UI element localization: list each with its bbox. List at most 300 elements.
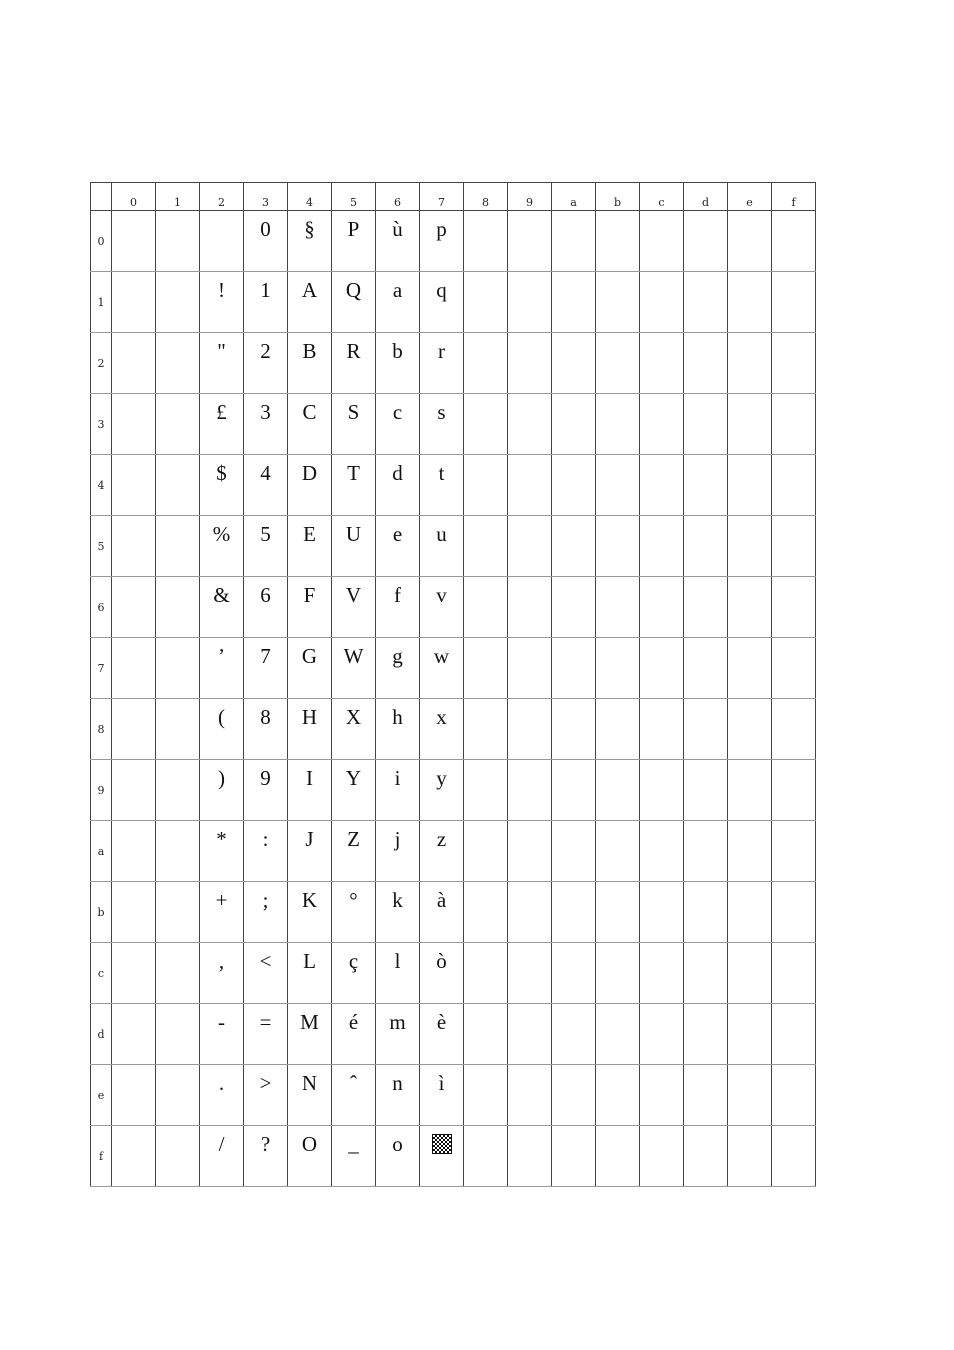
char-cell-1e (156, 1065, 200, 1126)
char-cell-d0 (684, 211, 728, 272)
char-cell-e8 (728, 699, 772, 760)
char-cell-93 (508, 394, 552, 455)
row-header-7: 7 (91, 638, 112, 699)
char-cell-30: 0 (244, 211, 288, 272)
char-cell-14 (156, 455, 200, 516)
char-cell-b9 (596, 760, 640, 821)
char-cell-96 (508, 577, 552, 638)
char-cell-6c: l (376, 943, 420, 1004)
char-cell-e2 (728, 333, 772, 394)
char-cell-cb (640, 882, 684, 943)
char-cell-d2 (684, 333, 728, 394)
char-cell-bc (596, 943, 640, 1004)
char-cell-55: U (332, 516, 376, 577)
char-cell-a1 (552, 272, 596, 333)
char-cell-1d (156, 1004, 200, 1065)
char-cell-45: E (288, 516, 332, 577)
table-row-e (91, 1065, 816, 1126)
char-cell-d8 (684, 699, 728, 760)
char-cell-0d (112, 1004, 156, 1065)
char-cell-35: 5 (244, 516, 288, 577)
char-cell-d3 (684, 394, 728, 455)
char-cell-d7 (684, 638, 728, 699)
char-cell-16 (156, 577, 200, 638)
char-cell-0e (112, 1065, 156, 1126)
char-cell-b6 (596, 577, 640, 638)
char-cell-a3 (552, 394, 596, 455)
char-cell-6f: o (376, 1126, 420, 1187)
char-cell-3d: = (244, 1004, 288, 1065)
char-cell-12 (156, 333, 200, 394)
char-cell-9f (508, 1126, 552, 1187)
char-cell-1c (156, 943, 200, 1004)
char-cell-82 (464, 333, 508, 394)
char-cell-f2 (772, 333, 816, 394)
table-row-1 (91, 272, 816, 333)
char-cell-6d: m (376, 1004, 420, 1065)
char-cell-bf (596, 1126, 640, 1187)
column-header-3: 3 (244, 183, 288, 211)
char-cell-52: R (332, 333, 376, 394)
char-cell-92 (508, 333, 552, 394)
row-header-5: 5 (91, 516, 112, 577)
char-cell-b5 (596, 516, 640, 577)
char-cell-85 (464, 516, 508, 577)
char-cell-11 (156, 272, 200, 333)
char-cell-d5 (684, 516, 728, 577)
char-cell-09 (112, 760, 156, 821)
char-cell-95 (508, 516, 552, 577)
char-cell-49: I (288, 760, 332, 821)
column-header-a: a (552, 183, 596, 211)
row-header-3: 3 (91, 394, 112, 455)
column-header-b: b (596, 183, 640, 211)
char-cell-1b (156, 882, 200, 943)
row-header-f: f (91, 1126, 112, 1187)
char-cell-2f: / (200, 1126, 244, 1187)
char-cell-4b: K (288, 882, 332, 943)
column-header-2: 2 (200, 183, 244, 211)
char-cell-6a: j (376, 821, 420, 882)
char-cell-ea (728, 821, 772, 882)
char-cell-fa (772, 821, 816, 882)
char-cell-f9 (772, 760, 816, 821)
table-row-2 (91, 333, 816, 394)
char-cell-b4 (596, 455, 640, 516)
char-cell-6b: k (376, 882, 420, 943)
char-cell-94 (508, 455, 552, 516)
char-cell-71: q (420, 272, 464, 333)
char-cell-1a (156, 821, 200, 882)
char-cell-aa (552, 821, 596, 882)
table-row-7 (91, 638, 816, 699)
char-cell-c8 (640, 699, 684, 760)
char-cell-ef (728, 1126, 772, 1187)
char-cell-31: 1 (244, 272, 288, 333)
char-cell-f6 (772, 577, 816, 638)
char-cell-27: ’ (200, 638, 244, 699)
char-cell-99 (508, 760, 552, 821)
row-header-c: c (91, 943, 112, 1004)
column-header-4: 4 (288, 183, 332, 211)
char-cell-15 (156, 516, 200, 577)
char-cell-d6 (684, 577, 728, 638)
char-cell-fb (772, 882, 816, 943)
char-cell-a2 (552, 333, 596, 394)
char-cell-68: h (376, 699, 420, 760)
char-cell-67: g (376, 638, 420, 699)
char-cell-c0 (640, 211, 684, 272)
char-cell-0c (112, 943, 156, 1004)
char-cell-3a: : (244, 821, 288, 882)
char-cell-ba (596, 821, 640, 882)
char-cell-98 (508, 699, 552, 760)
char-cell-e3 (728, 394, 772, 455)
column-header-7: 7 (420, 183, 464, 211)
char-cell-e6 (728, 577, 772, 638)
char-cell-59: Y (332, 760, 376, 821)
char-cell-c6 (640, 577, 684, 638)
char-cell-24: $ (200, 455, 244, 516)
char-cell-7a: z (420, 821, 464, 882)
char-cell-b3 (596, 394, 640, 455)
char-cell-41: A (288, 272, 332, 333)
char-cell-18 (156, 699, 200, 760)
column-header-0: 0 (112, 183, 156, 211)
char-cell-40: § (288, 211, 332, 272)
char-cell-17 (156, 638, 200, 699)
char-cell-cc (640, 943, 684, 1004)
char-cell-4c: L (288, 943, 332, 1004)
char-cell-f4 (772, 455, 816, 516)
char-cell-2e: . (200, 1065, 244, 1126)
character-grid (91, 211, 816, 1187)
char-cell-5f: _ (332, 1126, 376, 1187)
char-cell-3f: ? (244, 1126, 288, 1187)
row-header-1: 1 (91, 272, 112, 333)
row-header-0: 0 (91, 211, 112, 272)
char-cell-97 (508, 638, 552, 699)
column-header-8: 8 (464, 183, 508, 211)
char-cell-46: F (288, 577, 332, 638)
char-cell-4a: J (288, 821, 332, 882)
char-cell-05 (112, 516, 156, 577)
char-cell-66: f (376, 577, 420, 638)
char-cell-44: D (288, 455, 332, 516)
char-cell-de (684, 1065, 728, 1126)
char-cell-8a (464, 821, 508, 882)
char-cell-cf (640, 1126, 684, 1187)
char-cell-9a (508, 821, 552, 882)
char-cell-af (552, 1126, 596, 1187)
char-cell-0a (112, 821, 156, 882)
char-cell-c3 (640, 394, 684, 455)
row-header-8: 8 (91, 699, 112, 760)
row-header-9: 9 (91, 760, 112, 821)
char-cell-c9 (640, 760, 684, 821)
char-cell-b7 (596, 638, 640, 699)
char-cell-8e (464, 1065, 508, 1126)
column-header-5: 5 (332, 183, 376, 211)
char-cell-ec (728, 943, 772, 1004)
char-cell-a6 (552, 577, 596, 638)
char-cell-04 (112, 455, 156, 516)
char-cell-60: ù (376, 211, 420, 272)
char-cell-a9 (552, 760, 596, 821)
char-cell-e9 (728, 760, 772, 821)
char-cell-56: V (332, 577, 376, 638)
char-cell-57: W (332, 638, 376, 699)
char-cell-02 (112, 333, 156, 394)
table-row-9 (91, 760, 816, 821)
char-cell-f0 (772, 211, 816, 272)
char-cell-7f (420, 1126, 464, 1187)
char-cell-b8 (596, 699, 640, 760)
char-cell-76: v (420, 577, 464, 638)
char-cell-8c (464, 943, 508, 1004)
char-cell-ca (640, 821, 684, 882)
column-header-6: 6 (376, 183, 420, 211)
char-cell-f7 (772, 638, 816, 699)
row-header-a: a (91, 821, 112, 882)
char-cell-2a: * (200, 821, 244, 882)
char-cell-23: £ (200, 394, 244, 455)
char-cell-c1 (640, 272, 684, 333)
char-cell-89 (464, 760, 508, 821)
char-cell-33: 3 (244, 394, 288, 455)
char-cell-c5 (640, 516, 684, 577)
row-header-4: 4 (91, 455, 112, 516)
table-row-a (91, 821, 816, 882)
char-cell-ee (728, 1065, 772, 1126)
char-cell-a4 (552, 455, 596, 516)
char-cell-2b: + (200, 882, 244, 943)
char-cell-07 (112, 638, 156, 699)
char-cell-a8 (552, 699, 596, 760)
char-cell-5e: ˆ (332, 1065, 376, 1126)
char-cell-58: X (332, 699, 376, 760)
char-cell-fd (772, 1004, 816, 1065)
char-cell-ae (552, 1065, 596, 1126)
row-header-b: b (91, 882, 112, 943)
char-cell-28: ( (200, 699, 244, 760)
char-cell-78: x (420, 699, 464, 760)
char-cell-5c: ç (332, 943, 376, 1004)
char-cell-bb (596, 882, 640, 943)
char-cell-26: & (200, 577, 244, 638)
char-cell-08 (112, 699, 156, 760)
char-cell-e0 (728, 211, 772, 272)
column-header-e: e (728, 183, 772, 211)
char-cell-e4 (728, 455, 772, 516)
column-header-1: 1 (156, 183, 200, 211)
char-cell-50: P (332, 211, 376, 272)
char-cell-dd (684, 1004, 728, 1065)
char-cell-03 (112, 394, 156, 455)
char-cell-69: i (376, 760, 420, 821)
char-cell-e7 (728, 638, 772, 699)
char-cell-ff (772, 1126, 816, 1187)
char-cell-c2 (640, 333, 684, 394)
char-cell-74: t (420, 455, 464, 516)
char-cell-3e: > (244, 1065, 288, 1126)
char-cell-70: p (420, 211, 464, 272)
table-row-4 (91, 455, 816, 516)
char-cell-0b (112, 882, 156, 943)
char-cell-37: 7 (244, 638, 288, 699)
char-cell-29: ) (200, 760, 244, 821)
char-cell-ce (640, 1065, 684, 1126)
char-cell-3b: ; (244, 882, 288, 943)
header-corner (91, 183, 112, 211)
char-cell-34: 4 (244, 455, 288, 516)
char-cell-83 (464, 394, 508, 455)
char-cell-43: C (288, 394, 332, 455)
char-cell-d9 (684, 760, 728, 821)
char-cell-73: s (420, 394, 464, 455)
row-header-e: e (91, 1065, 112, 1126)
char-cell-62: b (376, 333, 420, 394)
char-cell-b1 (596, 272, 640, 333)
char-cell-5d: é (332, 1004, 376, 1065)
char-cell-7d: è (420, 1004, 464, 1065)
char-cell-8d (464, 1004, 508, 1065)
char-cell-7e: ì (420, 1065, 464, 1126)
char-cell-80 (464, 211, 508, 272)
table-row-f (91, 1126, 816, 1187)
char-cell-51: Q (332, 272, 376, 333)
char-cell-bd (596, 1004, 640, 1065)
char-cell-fc (772, 943, 816, 1004)
char-cell-77: w (420, 638, 464, 699)
char-cell-f8 (772, 699, 816, 760)
char-cell-c4 (640, 455, 684, 516)
row-header-6: 6 (91, 577, 112, 638)
table-row-8 (91, 699, 816, 760)
char-cell-01 (112, 272, 156, 333)
char-cell-f1 (772, 272, 816, 333)
char-cell-0f (112, 1126, 156, 1187)
column-header-d: d (684, 183, 728, 211)
table-row-5 (91, 516, 816, 577)
table-row-b (91, 882, 816, 943)
char-cell-7b: à (420, 882, 464, 943)
char-cell-a7 (552, 638, 596, 699)
char-cell-20 (200, 211, 244, 272)
char-cell-5a: Z (332, 821, 376, 882)
char-cell-7c: ò (420, 943, 464, 1004)
char-cell-61: a (376, 272, 420, 333)
char-cell-88 (464, 699, 508, 760)
char-cell-9b (508, 882, 552, 943)
char-cell-47: G (288, 638, 332, 699)
char-cell-32: 2 (244, 333, 288, 394)
char-cell-53: S (332, 394, 376, 455)
char-cell-86 (464, 577, 508, 638)
char-cell-38: 8 (244, 699, 288, 760)
char-cell-2c: , (200, 943, 244, 1004)
char-cell-87 (464, 638, 508, 699)
char-cell-d1 (684, 272, 728, 333)
char-cell-6e: n (376, 1065, 420, 1126)
char-cell-81 (464, 272, 508, 333)
char-cell-72: r (420, 333, 464, 394)
char-cell-06 (112, 577, 156, 638)
char-cell-9d (508, 1004, 552, 1065)
char-cell-e1 (728, 272, 772, 333)
char-cell-cd (640, 1004, 684, 1065)
char-cell-b2 (596, 333, 640, 394)
char-cell-d4 (684, 455, 728, 516)
char-cell-36: 6 (244, 577, 288, 638)
char-cell-ab (552, 882, 596, 943)
char-cell-10 (156, 211, 200, 272)
char-cell-65: e (376, 516, 420, 577)
char-cell-b0 (596, 211, 640, 272)
char-cell-21: ! (200, 272, 244, 333)
table-row-d (91, 1004, 816, 1065)
char-cell-e5 (728, 516, 772, 577)
char-cell-54: T (332, 455, 376, 516)
char-cell-39: 9 (244, 760, 288, 821)
char-cell-9e (508, 1065, 552, 1126)
char-cell-a0 (552, 211, 596, 272)
character-code-table (90, 182, 816, 1187)
char-cell-ac (552, 943, 596, 1004)
char-cell-19 (156, 760, 200, 821)
column-header-row (91, 183, 816, 211)
char-cell-f3 (772, 394, 816, 455)
row-header-2: 2 (91, 333, 112, 394)
char-cell-a5 (552, 516, 596, 577)
char-cell-4f: O (288, 1126, 332, 1187)
char-cell-f5 (772, 516, 816, 577)
char-cell-8f (464, 1126, 508, 1187)
char-cell-3c: < (244, 943, 288, 1004)
char-cell-db (684, 882, 728, 943)
char-cell-ed (728, 1004, 772, 1065)
checkerboard-block-icon (432, 1134, 452, 1154)
char-cell-df (684, 1126, 728, 1187)
char-cell-90 (508, 211, 552, 272)
column-header-f: f (772, 183, 816, 211)
char-cell-63: c (376, 394, 420, 455)
char-cell-22: " (200, 333, 244, 394)
char-cell-9c (508, 943, 552, 1004)
char-cell-91 (508, 272, 552, 333)
char-cell-79: y (420, 760, 464, 821)
table-row-6 (91, 577, 816, 638)
row-header-d: d (91, 1004, 112, 1065)
char-cell-84 (464, 455, 508, 516)
column-header-9: 9 (508, 183, 552, 211)
char-cell-be (596, 1065, 640, 1126)
table-row-3 (91, 394, 816, 455)
column-header-c: c (640, 183, 684, 211)
char-cell-fe (772, 1065, 816, 1126)
char-cell-1f (156, 1126, 200, 1187)
char-cell-13 (156, 394, 200, 455)
char-cell-dc (684, 943, 728, 1004)
table-row-0 (91, 211, 816, 272)
char-cell-4d: M (288, 1004, 332, 1065)
char-cell-da (684, 821, 728, 882)
char-cell-00 (112, 211, 156, 272)
char-cell-25: % (200, 516, 244, 577)
char-cell-4e: N (288, 1065, 332, 1126)
char-cell-ad (552, 1004, 596, 1065)
table-row-c (91, 943, 816, 1004)
